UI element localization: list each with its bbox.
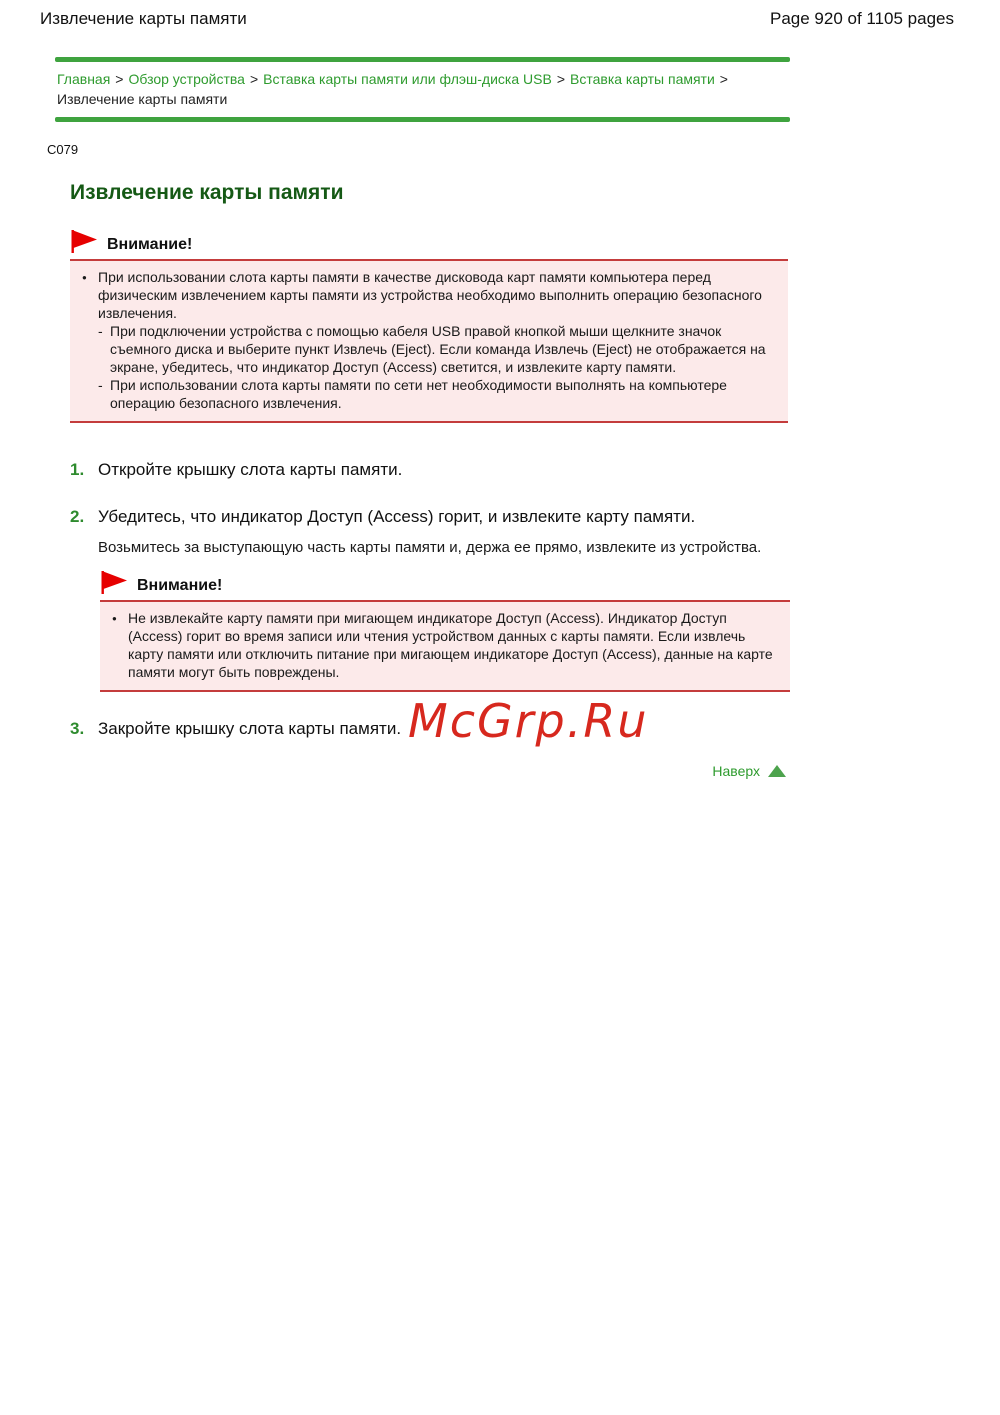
step-text: Убедитесь, что индикатор Доступ (Access) горит, и извлеките карту памяти. bbox=[98, 507, 696, 526]
instruction-steps bbox=[70, 459, 788, 748]
page-title: Извлечение карты памяти bbox=[70, 181, 344, 204]
step-text: Закройте крышку слота карты памяти. bbox=[98, 719, 402, 738]
header-doc-title: Извлечение карты памяти bbox=[40, 9, 247, 28]
breadcrumb bbox=[55, 57, 790, 122]
warning-item: ● Не извлекайте карту памяти при мигающем индикаторе Доступ (Access). Индикатор Доступ (Access) горит во время записи или чтения устройством данных с карты памяти. Если извлечь карту памяти или отключить питание при мигающем индикаторе Доступ (Access), данные на карте памяти могут быть повреждены. bbox=[112, 610, 773, 680]
warning-block-1 bbox=[70, 229, 788, 423]
breadcrumb-link-inserting-card-usb[interactable]: Вставка карты памяти или флэш-диска USB bbox=[263, 71, 552, 87]
step-number: 3. bbox=[70, 719, 85, 738]
warning-label: Внимание! bbox=[137, 577, 223, 594]
bullet-marker: ● bbox=[112, 614, 117, 623]
breadcrumb-link-inserting-card[interactable]: Вставка карты памяти bbox=[570, 71, 715, 87]
warning-subitem: - При подключении устройства с помощью кабеля USB правой кнопкой мыши щелкните значок съемного диска и выберите пункт Извлечь (Eject). Если команда Извлечь (Eject) не отображается на экране, убедитесь, что индикатор Доступ (Access) светится, и извлеките карту памяти. bbox=[98, 323, 766, 375]
watermark: McGrp.Ru bbox=[408, 694, 649, 748]
step-3 bbox=[70, 694, 788, 748]
dash-marker: - bbox=[98, 377, 103, 393]
breadcrumb-bottom-rule bbox=[55, 117, 790, 122]
warning-flag-icon bbox=[100, 570, 128, 595]
header-page-count: Page 920 of 1105 pages bbox=[769, 9, 954, 28]
breadcrumb-separator: > bbox=[556, 71, 565, 87]
warning-item: ● При использовании слота карты памяти в качестве дисковода карт памяти компьютера перед физическим извлечением карты памяти из устройства необходимо выполнить операцию безопасного извлечения. bbox=[82, 269, 762, 321]
step-number: 1. bbox=[70, 460, 85, 479]
step-text: Откройте крышку слота карты памяти. bbox=[98, 460, 403, 479]
breadcrumb-separator: > bbox=[115, 71, 124, 87]
step-subtext: Возьмитесь за выступающую часть карты памяти и, держа ее прямо, извлеките из устройства. bbox=[98, 539, 762, 556]
breadcrumb-separator: > bbox=[719, 71, 728, 87]
warning-box bbox=[70, 259, 788, 423]
warning-block-2 bbox=[100, 570, 790, 692]
warning-subitem: - При использовании слота карты памяти по сети нет необходимости выполнять на компьютере операцию безопасного извлечения. bbox=[98, 377, 727, 411]
bullet-marker: ● bbox=[82, 273, 87, 282]
breadcrumb-current-page: Извлечение карты памяти bbox=[57, 91, 228, 107]
back-to-top-label[interactable]: Наверх bbox=[712, 763, 760, 779]
breadcrumb-separator: > bbox=[249, 71, 259, 87]
main-content bbox=[70, 181, 788, 779]
up-triangle-icon[interactable] bbox=[768, 765, 786, 777]
warning-box bbox=[100, 600, 790, 692]
step-2 bbox=[70, 506, 788, 692]
warning-label: Внимание! bbox=[107, 236, 193, 253]
breadcrumb-trail bbox=[55, 62, 790, 117]
step-1 bbox=[70, 459, 788, 480]
back-to-top bbox=[70, 763, 788, 779]
warning-header bbox=[100, 570, 790, 595]
back-to-top-link[interactable] bbox=[712, 763, 786, 779]
dash-marker: - bbox=[98, 323, 103, 339]
warning-header bbox=[70, 229, 788, 254]
warning-flag-icon bbox=[70, 229, 98, 254]
page-header bbox=[0, 0, 1000, 29]
breadcrumb-link-device-overview[interactable]: Обзор устройства bbox=[128, 71, 245, 87]
step-number: 2. bbox=[70, 507, 85, 526]
breadcrumb-link-home[interactable]: Главная bbox=[57, 71, 111, 87]
model-code: C079 bbox=[47, 142, 79, 157]
